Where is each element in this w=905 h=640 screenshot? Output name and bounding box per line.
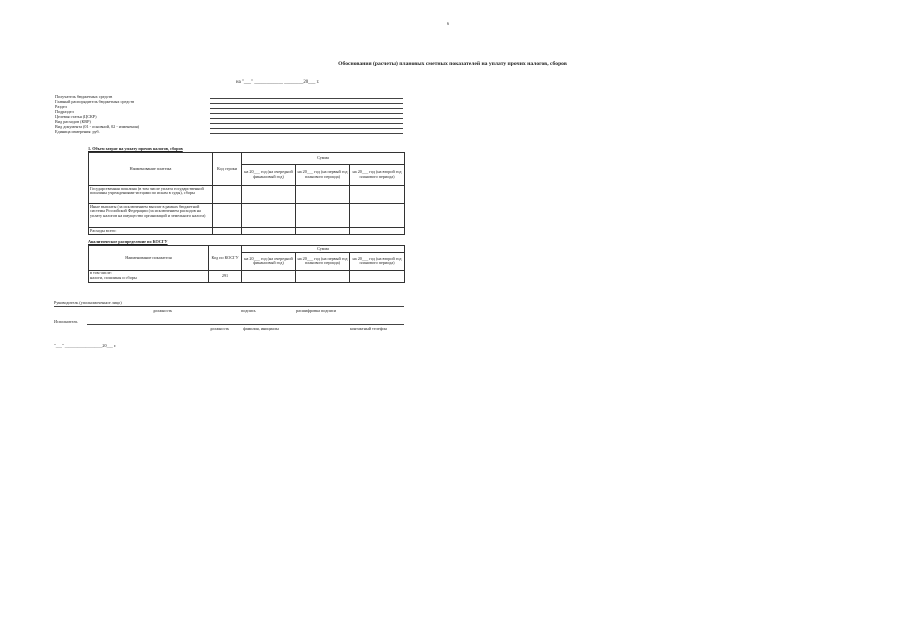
signature-line xyxy=(54,306,404,307)
cell-value xyxy=(242,228,296,235)
cell-value xyxy=(242,204,296,228)
cell-value xyxy=(296,228,350,235)
cell-value xyxy=(296,186,350,204)
row-label-line: в том числе: xyxy=(90,270,112,276)
header-field-line xyxy=(210,128,403,129)
col-header-year1: на 20___ год (на очередной финансовый год) xyxy=(242,252,296,270)
row-label: Государственная пошлина (в том числе уплата государственной пошлины учреждениями-истцами по искам в суды), сборы xyxy=(89,186,213,204)
executor-label: Исполнитель xyxy=(54,319,78,324)
signature-caption: должность xyxy=(210,326,230,331)
row-label: Иные выплаты (за исключением выплат в рамках бюджетной системы Российской Федерации (за исключением расходов на уплату налогов на имущество организаций и земельного налога) xyxy=(89,204,213,228)
col-header-code: Код строки xyxy=(213,153,242,186)
header-field-label: Подраздел xyxy=(55,109,74,114)
col-header-sum: Сумма xyxy=(242,153,405,165)
header-field-label: Получатель бюджетных средств xyxy=(55,94,113,99)
row-label-line: налоги, пошлины и сборы xyxy=(90,275,137,281)
signature-caption: должность xyxy=(153,308,173,313)
cell-value xyxy=(296,270,350,282)
col-header-name: Наименование показателя xyxy=(89,246,209,271)
row-label: Расходы всего: xyxy=(89,228,213,235)
cell-value xyxy=(242,186,296,204)
cell-value xyxy=(350,186,405,204)
header-field-line xyxy=(210,108,403,109)
signature-caption: расшифровка подписи xyxy=(296,308,336,313)
header-field-label: Раздел xyxy=(55,104,67,109)
head-signature-label: Руководитель (уполномоченное лицо) xyxy=(54,300,122,305)
cell-value xyxy=(350,228,405,235)
cell-value xyxy=(350,270,405,282)
table-row xyxy=(89,204,405,228)
header-fields xyxy=(55,94,205,134)
col-header-year2: на 20___ год (на первый год планового периода) xyxy=(296,165,350,186)
cell-code: 291 xyxy=(209,270,242,282)
col-header-year2: на 20___ год (на первый год планового периода) xyxy=(296,252,350,270)
section2-heading: Аналитическое распределение по КОСГУ xyxy=(88,239,168,244)
header-field-label: Главный распорядитель бюджетных средств xyxy=(55,99,135,104)
col-header-year1: на 20___ год (на очередной финансовый год) xyxy=(242,165,296,186)
kosgu-table xyxy=(88,245,405,283)
signature-caption: подпись xyxy=(241,308,256,313)
document-date-line: на "___" ____________ ________20___ г. xyxy=(236,80,320,85)
cell-value xyxy=(350,204,405,228)
col-header-code: Код по КОСГУ xyxy=(209,246,242,271)
header-field-line xyxy=(210,113,403,114)
table-row xyxy=(89,270,405,282)
header-field-line xyxy=(210,103,403,104)
header-field-label: Вид документа (01 - основной, 02 - изменения) xyxy=(55,124,140,129)
cell-code xyxy=(213,204,242,228)
row-label xyxy=(89,270,209,282)
cell-code xyxy=(213,228,242,235)
signature-caption: контактный телефон xyxy=(350,326,387,331)
section1-heading: 1. Объем затрат на уплату прочих налогов, сборов xyxy=(88,146,183,151)
header-field-line xyxy=(210,123,403,124)
document-title: Обоснования (расчеты) плановых сметных показателей на уплату прочих налогов, сборов xyxy=(338,61,567,67)
cell-code xyxy=(213,186,242,204)
table-row xyxy=(89,186,405,204)
costs-table xyxy=(88,152,405,235)
header-field-line xyxy=(210,118,403,119)
header-field-line xyxy=(210,98,403,99)
header-field-label: Целевая статья (ЦСКР) xyxy=(55,114,97,119)
table-row xyxy=(89,228,405,235)
page-number: 6 xyxy=(447,21,450,26)
header-field-line xyxy=(210,133,403,134)
col-header-year3: на 20___ год (на второй год планового периода) xyxy=(350,165,405,186)
header-field-label: Единица измерения: руб. xyxy=(55,129,100,134)
col-header-year3: на 20___ год (на второй год планового периода) xyxy=(350,252,405,270)
signature-line xyxy=(87,324,404,325)
signature-date: "___" __________________20___ г. xyxy=(54,343,117,348)
signature-caption: фамилия, инициалы xyxy=(243,326,279,331)
cell-value xyxy=(296,204,350,228)
header-field-label: Вид расходов (КВР) xyxy=(55,119,91,124)
cell-value xyxy=(242,270,296,282)
col-header-name: Наименование платежа xyxy=(89,153,213,186)
col-header-sum: Сумма xyxy=(242,246,405,253)
